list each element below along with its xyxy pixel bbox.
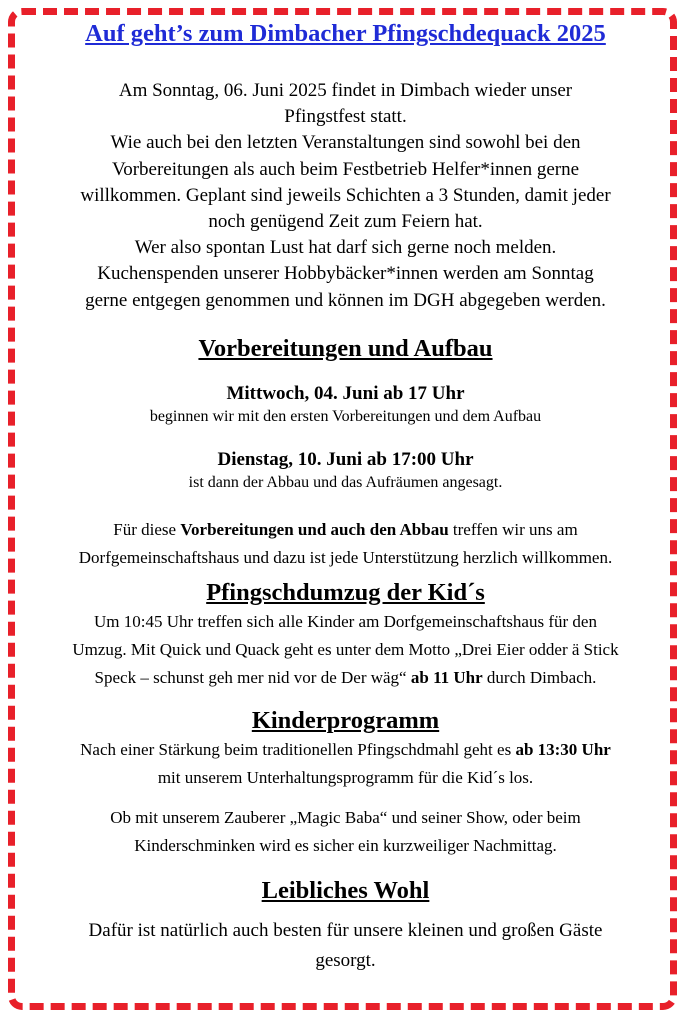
parade-line: Speck – schunst geh mer nid vor de Der wäg“ ab 11 Uhr durch Dimbach. [94, 667, 597, 687]
food-line-2: gesorgt. [315, 949, 376, 971]
prep-heading: Vorbereitungen und Aufbau [198, 334, 493, 362]
prep-meeting-line: Für diese Vorbereitungen und auch den Abbau treffen wir uns am [113, 519, 578, 539]
parade-line: Umzug. Mit Quick und Quack geht es unter dem Motto „Drei Eier odder ä Stick [72, 639, 619, 659]
kids-line: Nach einer Stärkung beim traditionellen Pfingschdmahl geht es ab 13:30 Uhr [80, 739, 611, 759]
intro-line: Kuchenspenden unserer Hobbybäcker*innen werden am Sonntag [97, 263, 594, 285]
prep-date-1: Mittwoch, 04. Juni ab 17 Uhr [226, 382, 465, 404]
parade-text [16, 608, 675, 692]
prep-meeting-text [16, 516, 675, 572]
intro-line: Pfingstfest statt. [284, 106, 407, 128]
intro-line: Wer also spontan Lust hat darf sich gerne noch melden. [134, 237, 557, 259]
prep-text-2: ist dann der Abbau und das Aufräumen angesagt. [188, 473, 503, 491]
kids-line: mit unserem Unterhaltungsprogramm für die Kid´s los. [157, 767, 534, 787]
intro-line: noch genügend Zeit zum Feiern hat. [208, 211, 483, 233]
kids-text [16, 736, 675, 792]
intro-paragraph [16, 78, 675, 314]
kids-heading: Kinderprogramm [251, 706, 440, 734]
food-heading: Leibliches Wohl [261, 876, 430, 904]
intro-line: gerne entgegen genommen und können im DGH abgegeben werden. [85, 289, 606, 311]
kids-line: Ob mit unserem Zauberer „Magic Baba“ und seiner Show, oder beim [110, 807, 581, 827]
intro-line: willkommen. Geplant sind jeweils Schichten a 3 Stunden, damit jeder [80, 184, 611, 206]
prep-meeting-line: Dorfgemeinschaftshaus und dazu ist jede Unterstützung herzlich willkommen. [78, 547, 613, 567]
kids-line: Kinderschminken wird es sicher ein kurzweiliger Nachmittag. [134, 835, 557, 855]
parade-line: Um 10:45 Uhr treffen sich alle Kinder am Dorfgemeinschaftshaus für den [94, 611, 597, 631]
food-line-1: Dafür ist natürlich auch besten für unsere kleinen und großen Gäste [88, 919, 603, 941]
intro-line: Am Sonntag, 06. Juni 2025 findet in Dimbach wieder unser [118, 80, 573, 101]
flyer-content [16, 18, 675, 976]
prep-text-1: beginnen wir mit den ersten Vorbereitungen und dem Aufbau [149, 407, 542, 425]
intro-line: Vorbereitungen als auch beim Festbetrieb Helfer*innen gerne [111, 158, 580, 180]
page-title: Auf geht’s zum Dimbacher Pfingschdequack 2025 [85, 20, 606, 47]
prep-date-2: Dienstag, 10. Juni ab 17:00 Uhr [217, 448, 474, 470]
kids-text-2 [16, 804, 675, 860]
intro-line: Wie auch bei den letzten Veranstaltungen sind sowohl bei den [110, 132, 581, 154]
parade-heading: Pfingschdumzug der Kid´s [206, 578, 485, 606]
